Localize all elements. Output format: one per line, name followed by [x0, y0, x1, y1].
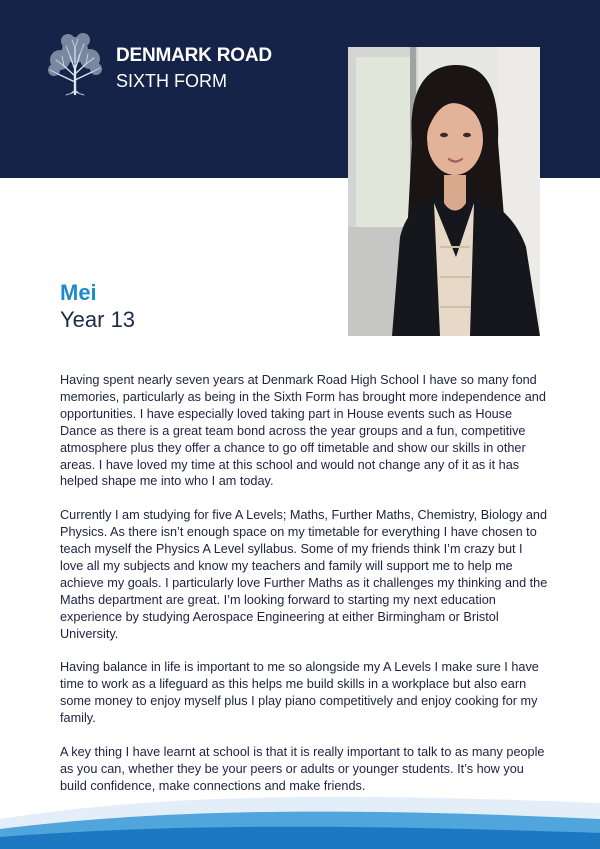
profile-text: [60, 372, 548, 812]
student-photo: [348, 47, 540, 336]
tree-logo-icon: [44, 30, 106, 96]
brand-subtitle: SIXTH FORM: [116, 71, 227, 91]
footer-wave: [0, 785, 600, 849]
paragraph: Having spent nearly seven years at Denmark Road High School I have so many fond memories, particularly as being in the Sixth Form has brought more independence and opportunities. I have especially loved taking part in House events such as House Dance as there is a great team bond across the year groups and a fun, competitive atmosphere plus they offer a chance to go off timetable and show our skills in other areas. I have loved my time at this school and would not change any of it as it has helped shape me into who I am today.: [60, 373, 546, 489]
brand-name: DENMARK ROAD: [116, 45, 272, 66]
paragraph: Having balance in life is important to me so alongside my A Levels I make sure I have time to work as a lifeguard as this helps me build skills in a workplace but also earn some money to enjoy myself plus I play piano competitively and enjoy cooking for my family.: [60, 660, 539, 726]
student-name: Mei: [60, 280, 97, 305]
paragraph: Currently I am studying for five A Levels; Maths, Further Maths, Chemistry, Biology and Physics. As there isn’t enough space on my timetable for everything I have chosen to teach myself the Physics A Level syllabus. Some of my friends think I’m crazy but I love all my subjects and know my teachers and family will support me to help me achieve my goals. I particularly love Further Maths as it challenges my thinking and the Maths department are great. I’m looking forward to starting my next education experience by studying Aerospace Engineering at either Birmingham or Bristol University.: [60, 508, 548, 641]
student-year: Year 13: [60, 307, 136, 332]
paragraph: A key thing I have learnt at school is that it is really important to talk to as many people as you can, whether they be your peers or adults or younger students. It’s how you build confidence, make connections and make friends.: [60, 744, 545, 793]
